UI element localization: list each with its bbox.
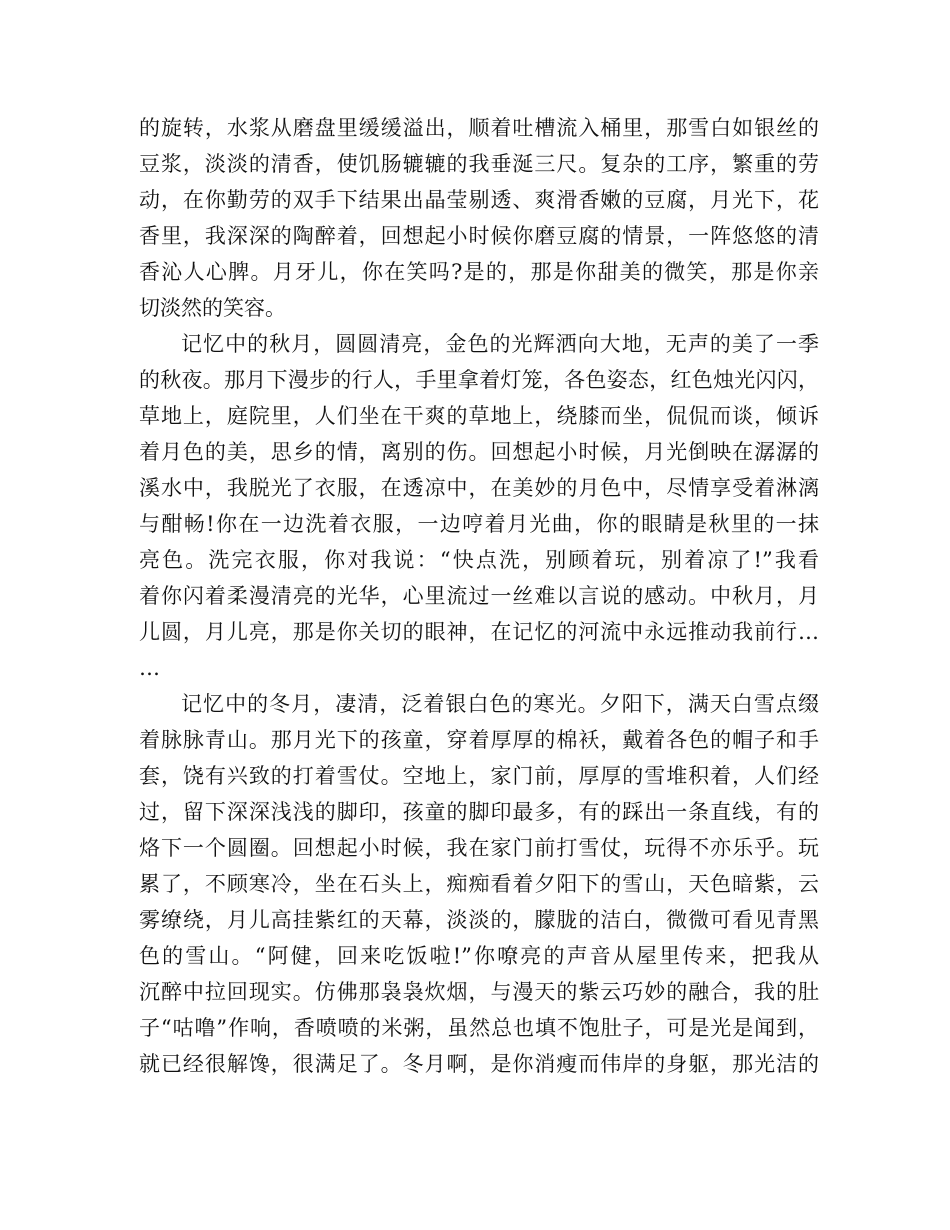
text-line: 香里，我深深的陶醉着，回想起小时候你磨豆腐的情景，一阵悠悠的清	[139, 224, 819, 248]
text-line: 亮色。洗完衣服，你对我说：“快点洗，别顾着玩，别着凉了!”我看	[139, 548, 819, 572]
text-line: 子“咕噜”作响，香喷喷的米粥，虽然总也填不饱肚子，可是光是闻到，	[139, 1016, 819, 1040]
text-line: 套，饶有兴致的打着雪仗。空地上，家门前，厚厚的雪堆积着，人们经	[139, 764, 819, 788]
text-line: 烙下一个圆圈。回想起小时候，我在家门前打雪仗，玩得不亦乐乎。玩	[139, 836, 819, 860]
text-line: 动，在你勤劳的双手下结果出晶莹剔透、爽滑香嫩的豆腐，月光下，花	[139, 188, 819, 212]
text-line: 累了，不顾寒冷，坐在石头上，痴痴看着夕阳下的雪山，天色暗紫，云	[139, 872, 819, 896]
text-line: 着脉脉青山。那月光下的孩童，穿着厚厚的棉袄，戴着各色的帽子和手	[139, 728, 819, 752]
text-line: 草地上，庭院里，人们坐在干爽的草地上，绕膝而坐，侃侃而谈，倾诉	[139, 404, 819, 428]
text-line: 溪水中，我脱光了衣服，在透凉中，在美妙的月色中，尽情享受着淋漓	[139, 476, 819, 500]
paragraph-start-line: 记忆中的秋月，圆圆清亮，金色的光辉洒向大地，无声的美了一季	[181, 332, 819, 356]
text-line: 沉醉中拉回现实。仿佛那袅袅炊烟，与漫天的紫云巧妙的融合，我的肚	[139, 980, 819, 1004]
text-line: 与酣畅!你在一边洗着衣服，一边哼着月光曲，你的眼睛是秋里的一抹	[139, 512, 819, 536]
text-line: 色的雪山。“阿健，回来吃饭啦!”你嘹亮的声音从屋里传来，把我从	[139, 944, 819, 968]
text-line: 切淡然的笑容。	[139, 296, 286, 320]
paragraph-start-line: 记忆中的冬月，凄清，泛着银白色的寒光。夕阳下，满天白雪点缀	[181, 692, 819, 716]
text-line: 着你闪着柔漫清亮的光华，心里流过一丝难以言说的感动。中秋月，月	[139, 584, 819, 608]
text-line: 儿圆，月儿亮，那是你关切的眼神，在记忆的河流中永远推动我前行…	[139, 620, 819, 644]
text-line: 雾缭绕，月儿高挂紫红的天幕，淡淡的，朦胧的洁白，微微可看见青黑	[139, 908, 819, 932]
text-line: 的旋转，水浆从磨盘里缓缓溢出，顺着吐槽流入桶里，那雪白如银丝的	[139, 116, 819, 140]
text-line: 着月色的美，思乡的情，离别的伤。回想起小时候，月光倒映在潺潺的	[139, 440, 819, 464]
text-line: 豆浆，淡淡的清香，使饥肠辘辘的我垂涎三尺。复杂的工序，繁重的劳	[139, 152, 819, 176]
text-line: 的秋夜。那月下漫步的行人，手里拿着灯笼，各色姿态，红色烛光闪闪，	[139, 368, 819, 392]
text-line: 就已经很解馋，很满足了。冬月啊，是你消瘦而伟岸的身躯，那光洁的	[139, 1052, 819, 1076]
text-line: 过，留下深深浅浅的脚印，孩童的脚印最多，有的踩出一条直线，有的	[139, 800, 819, 824]
text-line: 香沁人心脾。月牙儿，你在笑吗?是的，那是你甜美的微笑，那是你亲	[139, 260, 819, 284]
text-line: …	[139, 656, 160, 680]
document-body	[139, 110, 819, 1082]
